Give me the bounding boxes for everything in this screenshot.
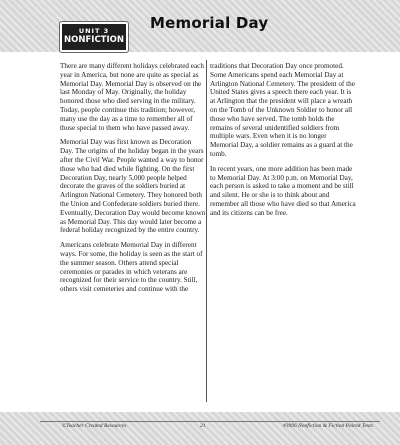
- paragraph: In recent years, one more addition has been made to Memorial Day. At 3:00 p.m. on Memorial Day, each person is asked to take a moment and be still and silent. He or she is to think about and remember all those who have died so that America and its citizens can be free.: [210, 164, 356, 217]
- column-divider: [206, 60, 207, 402]
- page-title: Memorial Day: [150, 14, 269, 32]
- paragraph: traditions that Decoration Day once promoted. Some Americans spend each Memorial Day at Arlington National Cemetery. The president of the United States gives a speech there each year. It is at Arlington that the president will place a wreath on the Tomb of the Unknown Soldier to honor all those who have served. The tomb holds the remains of several unidentified soldiers from multiple wars. Even when it is no longer Memorial Day, a soldier remains as a guard at the tomb.: [210, 62, 355, 158]
- footer-book-title: #3996 Nonfiction & Fiction Paired Texts: [283, 423, 373, 429]
- unit-badge: [60, 22, 128, 52]
- paragraph: Memorial Day was first known as Decoration Day. The origins of the holiday began in the years after the Civil War. People wanted a way to honor those who had died while fighting. On the first Decoration Day, nearly 5,000 people helped decorate the graves of the soldiers buried at Arlington National Cemetery. They honored both the Union and Confederate soldiers buried there. Eventually, Decoration Day would become known as Memorial Day. This day would later become a federal holiday recognized by the entire country.: [60, 138, 206, 235]
- paragraph: There are many different holidays celebrated each year in America, but none are quite as special as Memorial Day. Memorial Day is observed on the last Monday of May. Originally, the holiday honored those who died serving in the military. Today, people continue this tradition; however, many use the day as a time to remember all of those special to them who have passed away.: [60, 62, 204, 132]
- footer-rule: [40, 421, 380, 422]
- left-column: [60, 62, 206, 300]
- footer-page-number: 21: [200, 423, 206, 429]
- footer-publisher: ©Teacher Created Resources: [62, 423, 127, 429]
- paragraph: Americans celebrate Memorial Day in different ways. For some, the holiday is seen as the start of the summer season. Others attend special ceremonies or parades in which veterans are recognized for their service to the country. Still, others visit cemeteries and continue with the: [60, 241, 203, 294]
- unit-number: UNIT 3: [78, 27, 110, 35]
- right-column: [210, 62, 356, 224]
- unit-genre: NONFICTION: [64, 35, 124, 45]
